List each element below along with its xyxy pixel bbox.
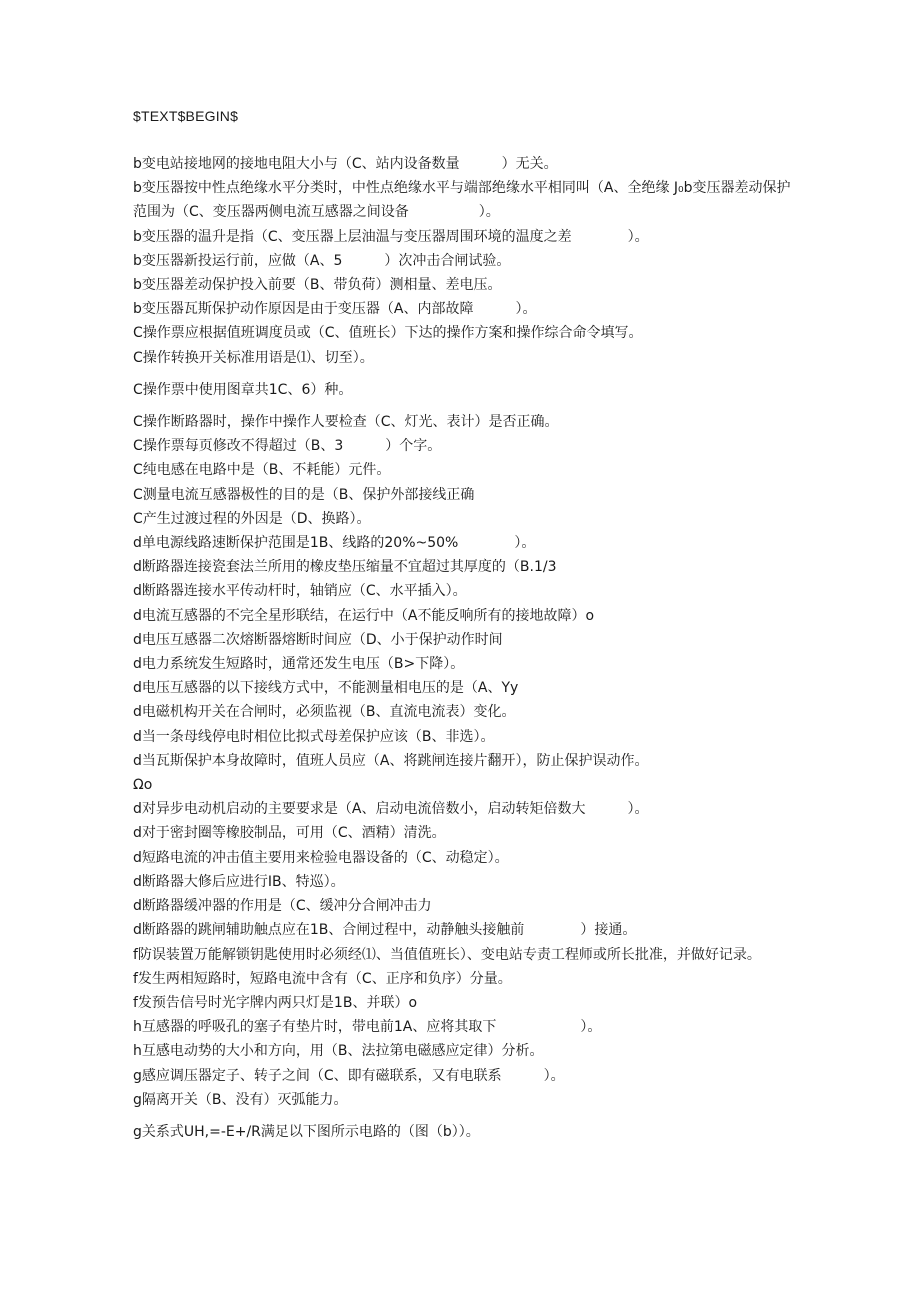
- question-line: g关系式UH,=-E+/R满足以下图所示电路的（图（b））。: [133, 1123, 480, 1140]
- question-line: C产生过渡过程的外因是（D、换路）。: [133, 510, 371, 527]
- question-line: C纯电感在电路中是（B、不耗能）元件。: [133, 462, 391, 479]
- question-line: b变电站接地网的接地电阻大小与（C、站内设备数量 ）无关。: [133, 156, 558, 172]
- question-line: d电流互感器的不完全星形联结，在运行中（A不能反响所有的接地故障）o: [133, 607, 595, 624]
- question-line: d断路器大修后应进行IB、特巡）。: [133, 873, 345, 890]
- question-line: b变压器新投运行前，应做（A、5 ）次冲击合闸试验。: [133, 252, 511, 269]
- question-line: d断路器连接水平传动杆时，轴销应（C、水平插入）。: [133, 583, 467, 600]
- question-line: d断路器连接瓷套法兰所用的橡皮垫压缩量不宜超过其厚度的（B.1/3: [133, 559, 557, 576]
- question-line: d断路器缓冲器的作用是（C、缓冲分合闸冲击力: [133, 898, 432, 915]
- question-line: C操作票每页修改不得超过（B、3 ）个字。: [133, 438, 442, 455]
- question-line: h互感电动势的大小和方向，用（B、法拉第电磁感应定律）分析。: [133, 1043, 544, 1060]
- question-line: C操作转换开关标准用语是⑴、切至）。: [133, 349, 374, 366]
- question-line: g感应调压器定子、转子之间（C、即有磁联系，又有电联系 ）。: [133, 1067, 565, 1084]
- question-line: C操作票应根据值班调度员或（C、值班长）下达的操作方案和操作综合命令填写。: [133, 325, 643, 342]
- question-line: d电压互感器二次熔断器熔断时间应（D、小于保护动作时间: [133, 631, 503, 648]
- question-line: h互感器的呼吸孔的塞子有垫片时，带电前1A、应将其取下 ）。: [133, 1019, 602, 1036]
- question-line: b变压器瓦斯保护动作原因是由于变压器（A、内部故障 ）。: [133, 301, 537, 318]
- question-list: [133, 152, 793, 1144]
- question-line: C测量电流互感器极性的目的是（B、保护外部接线正确: [133, 486, 475, 503]
- question-line: g隔离开关（B、没有）灭弧能力。: [133, 1091, 348, 1108]
- question-line: b变压器差动保护投入前要（B、带负荷）测相量、差电压。: [133, 277, 502, 294]
- question-line: d对于密封圈等橡胶制品，可用（C、酒精）清洗。: [133, 825, 446, 842]
- question-line: d当瓦斯保护本身故障时，值班人员应（A、将跳闸连接片翻开），防止保护误动作。: [133, 752, 649, 769]
- question-line: b变压器的温升是指（C、变压器上层油温与变压器周围环境的温度之差 ）。: [133, 228, 649, 245]
- question-line: f发生两相短路时，短路电流中含有（C、正序和负序）分量。: [133, 970, 512, 987]
- question-line: C操作票中使用图章共1C、6）种。: [133, 381, 353, 398]
- question-line: d短路电流的冲击值主要用来检验电器设备的（C、动稳定）。: [133, 849, 509, 866]
- question-line: Ωo: [133, 777, 153, 794]
- question-line: d电压互感器的以下接线方式中，不能测量相电压的是（A、Yy: [133, 680, 519, 697]
- question-line: d电力系统发生短路时，通常还发生电压（B>下降）。: [133, 656, 465, 673]
- question-line: d单电源线路速断保护范围是1B、线路的20%~50% ）。: [133, 535, 536, 552]
- question-line: b变压器按中性点绝缘水平分类时，中性点绝缘水平与端部绝缘水平相同叫（A、全绝缘 J₀b变压器差动保护范围为（C、变压器两侧电流互感器之间设备 ）。: [133, 180, 791, 221]
- question-line: d当一条母线停电时相位比拟式母差保护应该（B、非选）。: [133, 728, 495, 745]
- question-line: d断路器的跳闸辅助触点应在1B、合闸过程中，动静触头接触前 ）接通。: [133, 922, 637, 939]
- question-line: d电磁机构开关在合闸时，必须监视（B、直流电流表）变化。: [133, 704, 516, 721]
- question-line: f防误装置万能解锁钥匙使用时必须经⑴、当值值班长）、变电站专责工程师或所长批准，并做好记录。: [133, 946, 761, 963]
- question-line: d对异步电动机启动的主要要求是（A、启动电流倍数小，启动转矩倍数大 ）。: [133, 801, 649, 818]
- question-line: C操作断路器时，操作中操作人要检查（C、灯光、表计）是否正确。: [133, 414, 559, 431]
- text-begin-marker: $TEXT$BEGIN$: [133, 108, 239, 124]
- question-line: f发预告信号时光字牌内两只灯是1B、并联）o: [133, 994, 418, 1011]
